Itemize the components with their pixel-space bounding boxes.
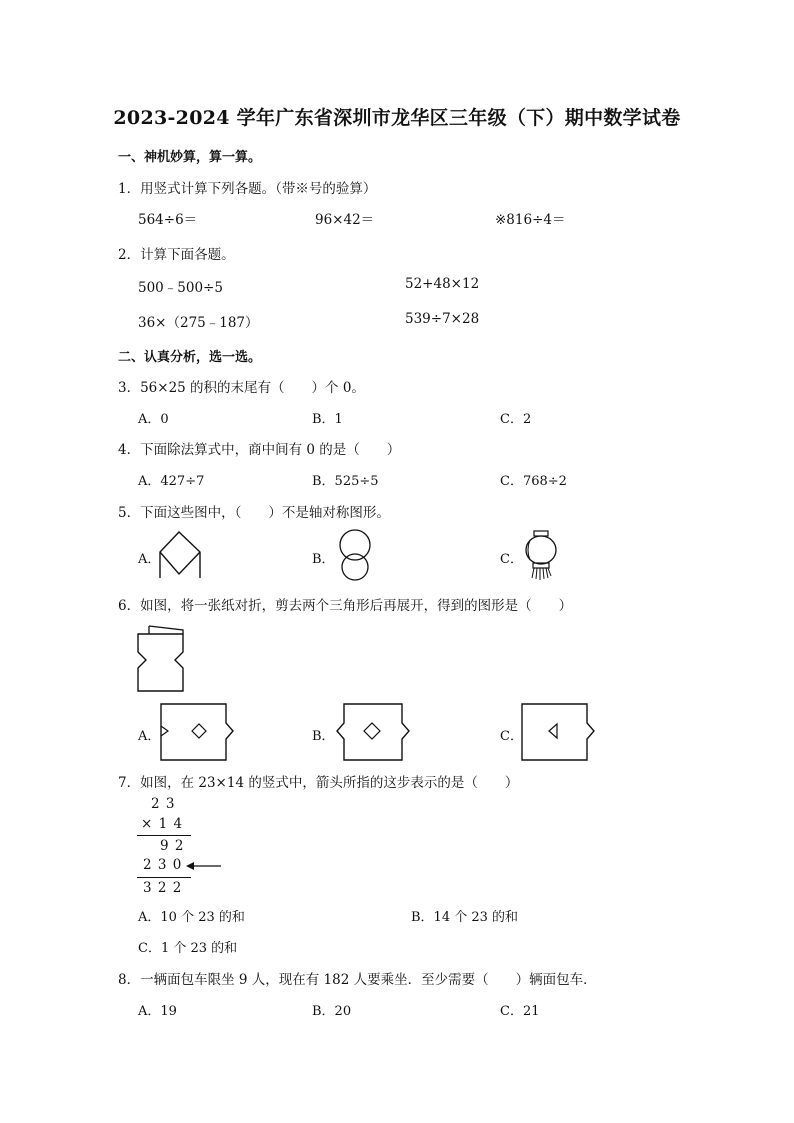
q8-option-a[interactable]: A．19 — [138, 1004, 177, 1019]
q5-option-b[interactable]: B． — [312, 552, 335, 567]
question-5-stem: 5．下面这些图中，（ ）不是轴对称图形。 — [118, 505, 390, 521]
question-6-stem: 6．如图，将一张纸对折，剪去两个三角形后再展开，得到的图形是（ ） — [118, 598, 573, 614]
q3-option-b[interactable]: B．1 — [312, 412, 343, 427]
q1-item-1: 564÷6＝ — [138, 212, 198, 228]
q8-option-c[interactable]: C．21 — [500, 1004, 540, 1019]
two-circles-figure — [335, 528, 375, 582]
calc-row-multiplicand: 2 3 — [151, 796, 176, 812]
q3-option-c[interactable]: C．2 — [500, 412, 532, 427]
calc-row-result: 3 2 2 — [143, 880, 183, 896]
q7-option-b[interactable]: B．14 个 23 的和 — [411, 910, 519, 925]
q2-item-3: 36×（275﹣187） — [138, 315, 259, 331]
q7-option-a[interactable]: A．10 个 23 的和 — [138, 910, 245, 925]
q4-option-b[interactable]: B．525÷5 — [312, 474, 379, 489]
question-3-stem: 3．56×25 的积的末尾有（ ）个 0。 — [118, 380, 365, 396]
calc-row-multiplier: × 1 4 — [141, 816, 184, 832]
question-4-stem: 4．下面除法算式中，商中间有 0 的是（ ） — [118, 442, 401, 458]
q7-option-c[interactable]: C．1 个 23 的和 — [138, 941, 238, 956]
q8-option-b[interactable]: B．20 — [312, 1004, 352, 1019]
q5-option-c[interactable]: C． — [500, 552, 523, 567]
page-title: 2023-2024 学年广东省深圳市龙华区三年级（下）期中数学试卷 — [113, 107, 681, 129]
calc-row-partial-1: 9 2 — [160, 838, 185, 854]
question-8-stem: 8．一辆面包车限坐 9 人，现在有 182 人要乘坐．至少需要（ ）辆面包车． — [118, 972, 597, 988]
section-2-heading: 二、认真分析，选一选。 — [118, 350, 262, 365]
question-7-stem: 7．如图，在 23×14 的竖式中，箭头所指的这步表示的是（ ） — [118, 775, 519, 791]
q5-option-a[interactable]: A． — [138, 552, 161, 567]
unfolded-shape-a — [160, 703, 234, 761]
q6-option-b[interactable]: B． — [312, 729, 335, 744]
q4-option-a[interactable]: A．427÷7 — [138, 474, 205, 489]
calc-row-partial-2: 2 3 0 — [143, 857, 183, 873]
q6-option-c[interactable]: C． — [500, 729, 523, 744]
unfolded-shape-c — [521, 703, 595, 761]
question-2-stem: 2．计算下面各题。 — [118, 247, 235, 263]
q1-item-3: ※816÷4＝ — [495, 212, 566, 228]
q2-item-1: 500﹣500÷5 — [138, 280, 223, 296]
calc-divider-1 — [137, 835, 191, 836]
q2-item-2: 52+48×12 — [405, 276, 480, 292]
q2-item-4: 539÷7×28 — [405, 311, 480, 327]
calc-divider-2 — [137, 877, 191, 878]
unfolded-shape-b — [336, 703, 410, 761]
q1-item-2: 96×42＝ — [315, 212, 375, 228]
lantern-figure — [521, 530, 561, 582]
arrow-left-icon — [186, 860, 222, 872]
q6-option-a[interactable]: A． — [138, 729, 161, 744]
q3-option-a[interactable]: A．0 — [138, 412, 169, 427]
section-1-heading: 一、神机妙算，算一算。 — [118, 150, 262, 165]
question-1-stem: 1．用竖式计算下列各题。（带※号的验算） — [118, 181, 377, 197]
arrow-shape-figure — [158, 530, 203, 580]
q4-option-c[interactable]: C．768÷2 — [500, 474, 567, 489]
folded-paper-figure — [137, 624, 187, 694]
